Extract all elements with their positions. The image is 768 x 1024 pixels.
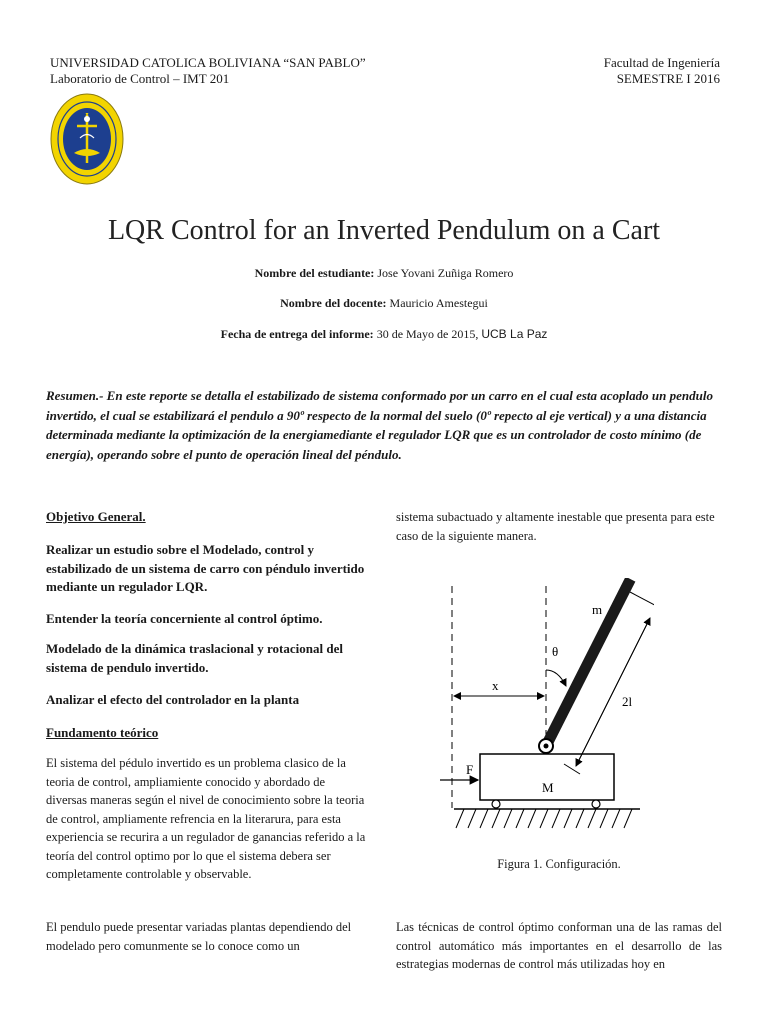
teacher-label: Nombre del docente: <box>280 296 387 310</box>
student-line <box>0 265 768 281</box>
figure-caption: Figura 1. Configuración. <box>497 857 621 871</box>
theory-paragraph: El sistema del pédulo invertido es un problema clasico de la teoria de control, ampliamiente conocido y abordado de diversas maneras según el nivel de conocimiento sobre la teoria de control, ampliamente refrencia en la literarura, para esta experiencia se recurira a un regulador de ganancias referido a la teoría del control optimo por lo que el sistema debera ser completamente controlable y observable. <box>46 756 366 881</box>
faculty-name: Facultad de Ingeniería <box>603 55 720 70</box>
student-label: Nombre del estudiante: <box>254 266 375 280</box>
mass-cart-label: M <box>542 780 554 795</box>
objective-heading: Objetivo General. <box>46 509 146 524</box>
objective-item-3: Modelado de la dinámica traslacional y rotacional del sistema de pendulo invertido. <box>46 641 343 675</box>
date-line <box>0 326 768 342</box>
teacher-line <box>0 295 768 311</box>
objective-item-2: Entender la teoría concerniente al control óptimo. <box>46 611 323 626</box>
paper-title: LQR Control for an Inverted Pendulum on a Cart <box>107 215 661 246</box>
delivery-place: UCB La Paz <box>481 327 548 341</box>
force-f-label: F <box>466 762 474 777</box>
semester: SEMESTRE I 2016 <box>616 71 720 86</box>
optimal-control-paragraph: Las técnicas de control óptimo conforman una de las ramas del control automático más importantes en el desarrollo de las estrategias modernas de control más utilizadas hoy en <box>396 920 722 971</box>
teacher-name: Mauricio Amestegui <box>389 296 488 310</box>
objective-item-1: Realizar un estudio sobre el Modelado, control y estabilizado de un sistema de carro con péndulo invertido mediante un regulador LQR. <box>46 542 365 594</box>
theta-label: θ <box>552 644 559 659</box>
right-top-paragraph: sistema subactuado y altamente inestable que presenta para este caso de la siguiente manera. <box>396 510 715 543</box>
university-name: UNIVERSIDAD CATOLICA BOLIVIANA “SAN PABLO” <box>50 55 366 70</box>
university-seal-logo <box>50 93 124 185</box>
student-name: Jose Yovani Zuñiga Romero <box>377 266 514 280</box>
mass-m-label: m <box>592 602 603 617</box>
abstract: Resumen.- En este reporte se detalla el estabilizado de sistema conformado por un carro en el cual esta acoplado un pendulo invertido, el cual se estabilizará el pendulo a 90º respecto de la normal del suelo (0º repecto al eje vertical) y a una distancia determinada mediante la optimización de la energiamediante el regulador LQR que es un controlador de costo mínimo (de energía), operando sobre el punto de operación lineal del péndulo. <box>46 388 713 462</box>
two-l-label: 2l <box>622 694 633 709</box>
objective-item-4: Analizar el efecto del controlador en la planta <box>46 692 300 707</box>
delivery-date: 30 de Mayo de 2015, <box>376 327 479 341</box>
theory-heading: Fundamento teórico <box>46 725 159 740</box>
date-label: Fecha de entrega del informe: <box>220 327 374 341</box>
lab-name: Laboratorio de Control – IMT 201 <box>50 71 230 86</box>
x-label: x <box>492 678 499 693</box>
pendulum-paragraph: El pendulo puede presentar variadas plantas dependiendo del modelado pero comunmente se lo conoce como un <box>46 920 352 953</box>
inverted-pendulum-figure <box>434 578 654 838</box>
